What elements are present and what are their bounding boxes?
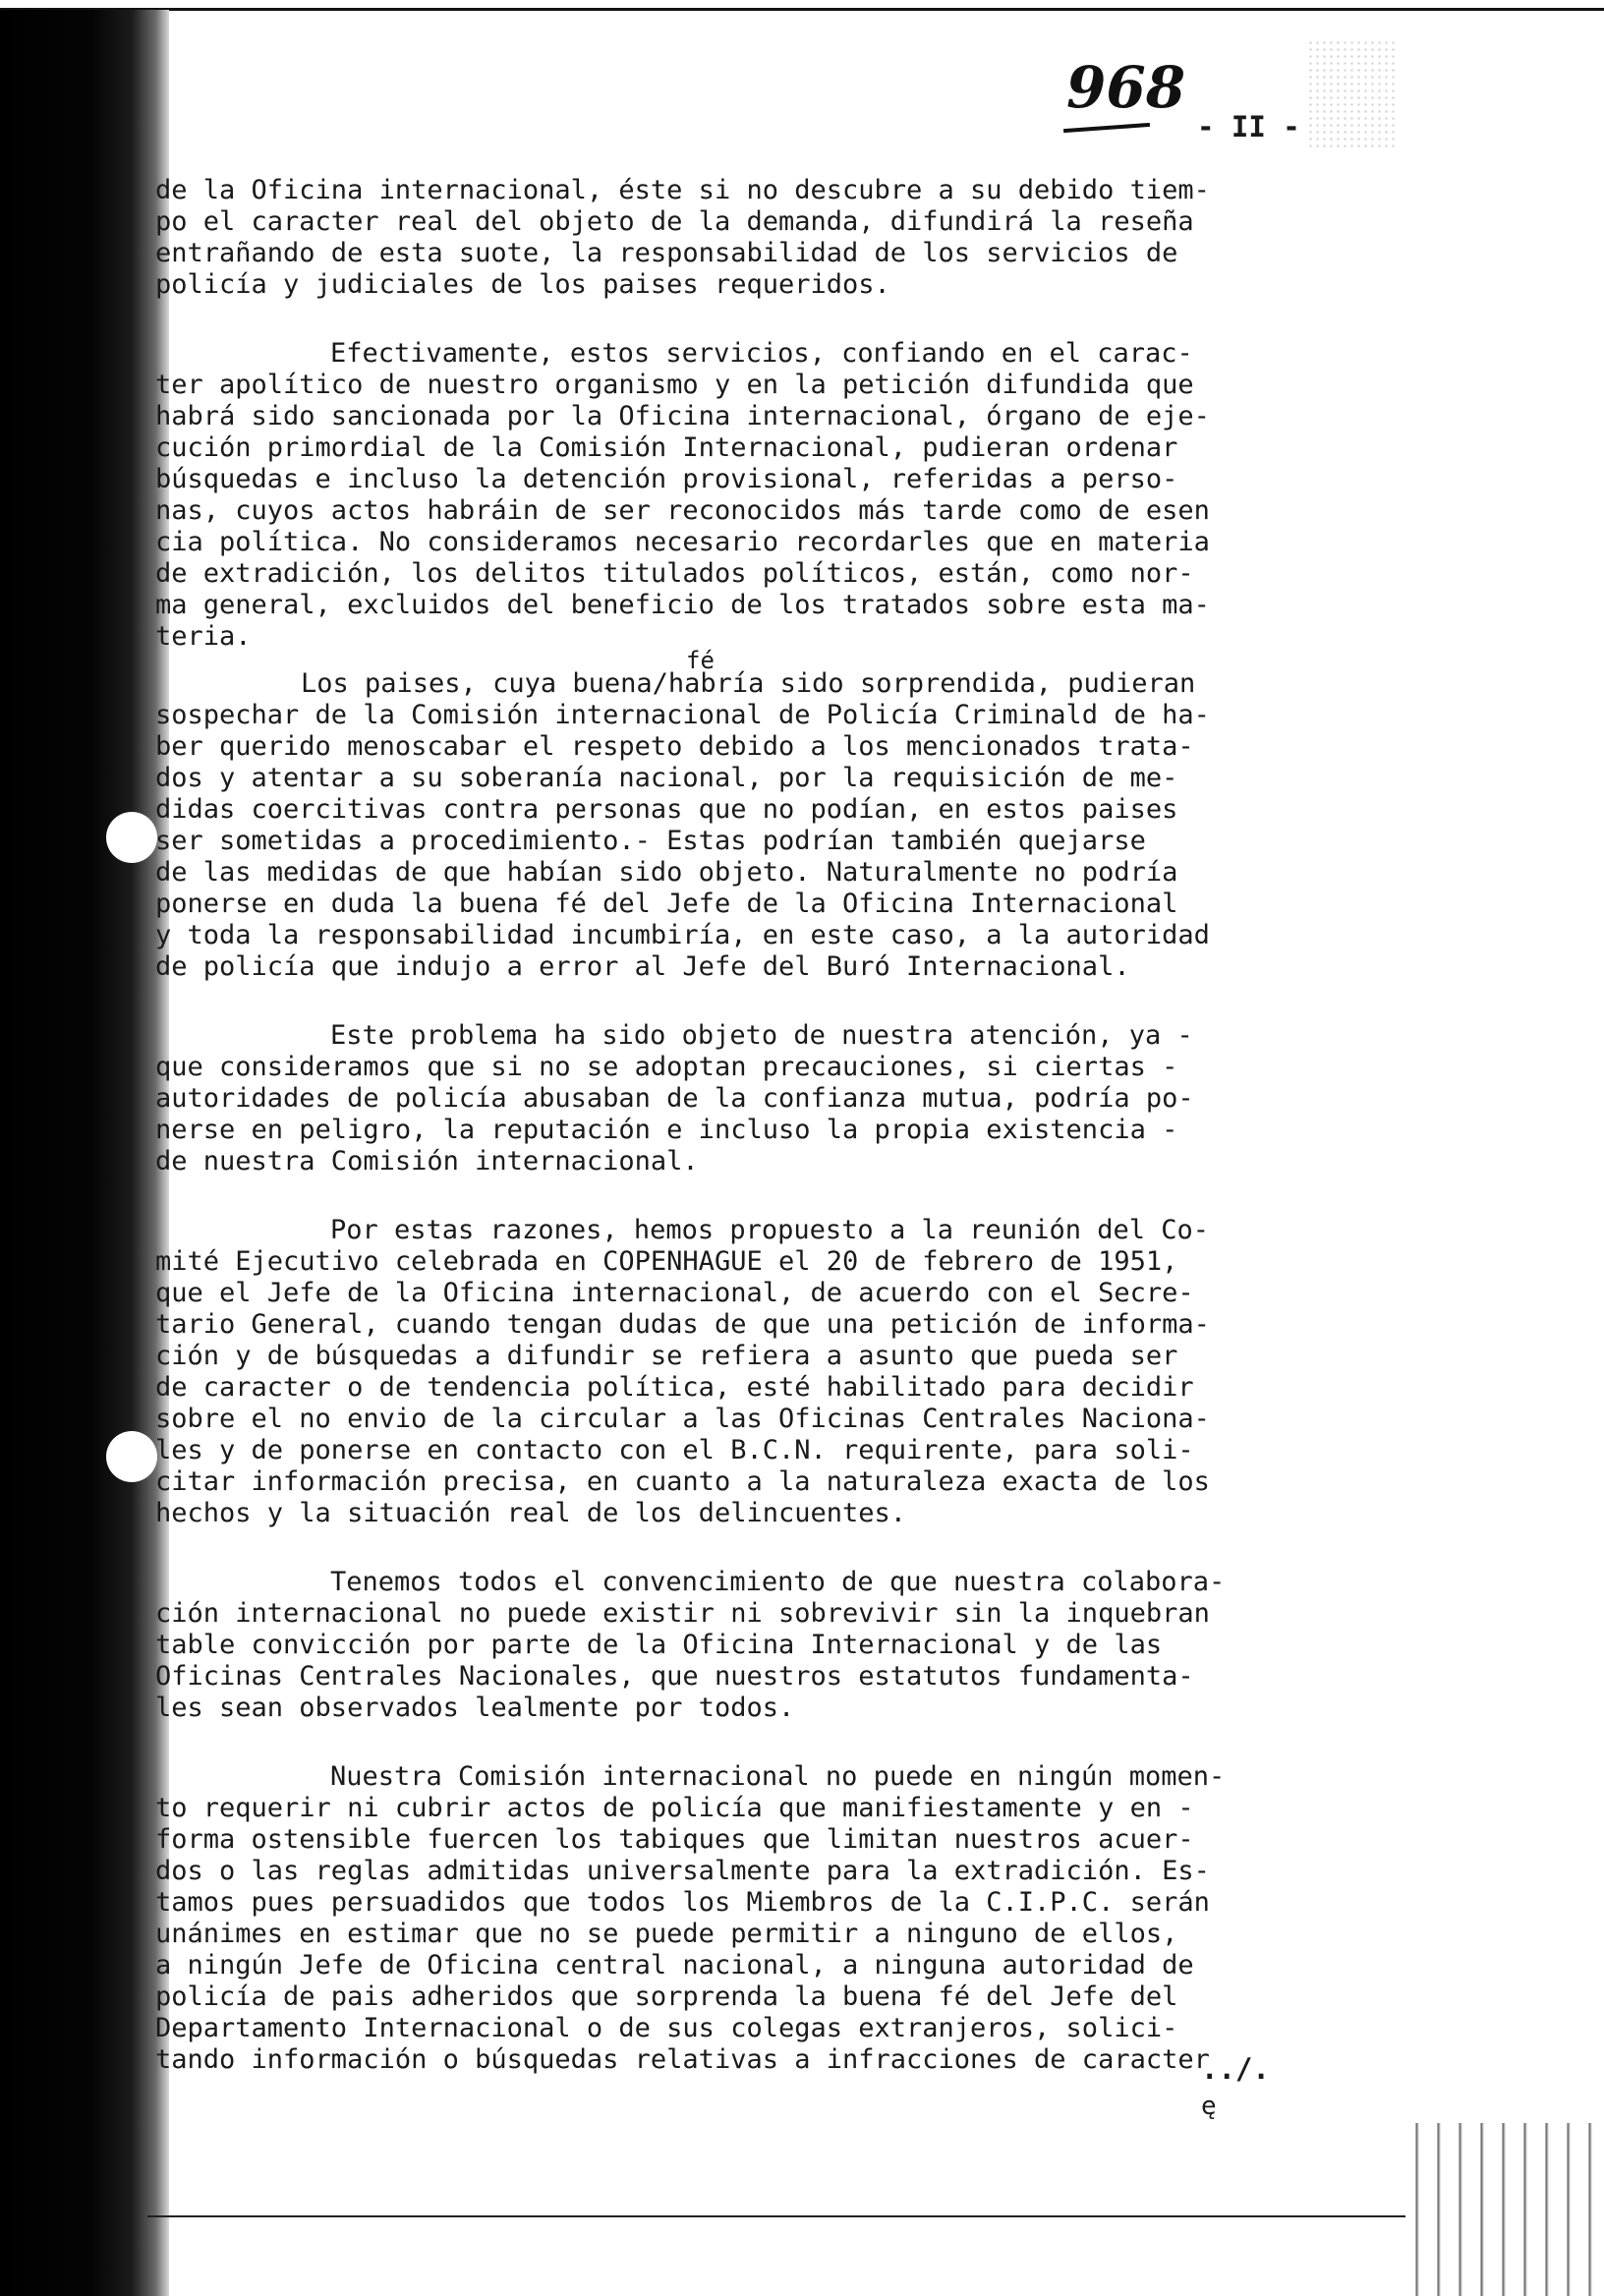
text-line: autoridades de policía abusaban de la confianza mutua, podría po- bbox=[155, 1083, 1194, 1114]
text-line: ter apolítico de nuestro organismo y en la petición difundida que bbox=[155, 370, 1194, 400]
text-line: Departamento Internacional o de sus colegas extranjeros, solici- bbox=[155, 2013, 1178, 2043]
text-line: Este problema ha sido objeto de nuestra atención, ya - bbox=[330, 1020, 1193, 1051]
text-line: que el Jefe de la Oficina internacional, de acuerdo con el Secre- bbox=[155, 1278, 1194, 1308]
paragraph-5 bbox=[155, 1215, 1396, 1529]
text-line: a ningún Jefe de Oficina central nacional, a ninguna autoridad de bbox=[155, 1950, 1194, 1980]
text-line: to requerir ni cubrir actos de policía que manifiestamente y en - bbox=[155, 1793, 1194, 1823]
top-edge-line bbox=[0, 8, 1604, 11]
paragraph-4 bbox=[155, 1020, 1396, 1177]
bottom-edge-line bbox=[147, 2215, 1405, 2217]
text-line: de la Oficina internacional, éste si no descubre a su debido tiem- bbox=[155, 175, 1210, 205]
text-line: tamos pues persuadidos que todos los Miembros de la C.I.P.C. serán bbox=[155, 1887, 1210, 1918]
scan-edge-artifact bbox=[1405, 2123, 1604, 2296]
handwritten-folio-number: 968 bbox=[1066, 54, 1186, 121]
text-line: hechos y la situación real de los delincuentes. bbox=[155, 1498, 907, 1528]
punch-hole-upper bbox=[106, 812, 157, 863]
text-line: Los paises, cuya buena/habría sido sorprendida, pudieran bbox=[301, 668, 1196, 699]
bottom-mark: ę bbox=[1201, 2092, 1217, 2121]
text-line: búsquedas e incluso la detención provisional, referidas a perso- bbox=[155, 464, 1178, 494]
text-line: ción y de búsquedas a difundir se refiera a asunto que pueda ser bbox=[155, 1341, 1178, 1371]
text-line: nas, cuyos actos habráin de ser reconocidos más tarde como de esen bbox=[155, 495, 1210, 526]
text-line: sospechar de la Comisión internacional de Policía Criminald de ha- bbox=[155, 700, 1210, 730]
text-line: mité Ejecutivo celebrada en COPENHAGUE el 20 de febrero de 1951, bbox=[155, 1246, 1178, 1277]
paragraph-7 bbox=[155, 1761, 1396, 2076]
text-line: cia política. No consideramos necesario recordarles que en materia bbox=[155, 527, 1210, 557]
document-body bbox=[155, 175, 1396, 2113]
text-line: Nuestra Comisión internacional no puede en ningún momen- bbox=[330, 1761, 1226, 1792]
text-line: les sean observados lealmente por todos. bbox=[155, 1693, 795, 1723]
text-line: citar información precisa, en cuanto a la naturaleza exacta de los bbox=[155, 1466, 1210, 1497]
text-line: nerse en peligro, la reputación e incluso la propia existencia - bbox=[155, 1115, 1178, 1145]
text-line: didas coercitivas contra personas que no podían, en estos paises bbox=[155, 794, 1178, 825]
text-line: Oficinas Centrales Nacionales, que nuestros estatutos fundamenta- bbox=[155, 1661, 1194, 1692]
text-line: y toda la responsabilidad incumbiría, en este caso, a la autoridad bbox=[155, 920, 1210, 950]
scan-noise bbox=[1307, 39, 1396, 147]
text-line: Tenemos todos el convencimiento de que nuestra colabora- bbox=[330, 1567, 1226, 1597]
text-line: entrañando de esta suote, la responsabilidad de los servicios de bbox=[155, 238, 1178, 268]
text-line: teria. bbox=[155, 621, 252, 652]
continuation-mark: ../. bbox=[1201, 2052, 1270, 2086]
text-line: ber querido menoscabar el respeto debido a los mencionados trata- bbox=[155, 731, 1194, 762]
text-line: policía y judiciales de los paises requeridos. bbox=[155, 269, 890, 300]
punch-hole-lower bbox=[106, 1431, 157, 1482]
paragraph-1 bbox=[155, 175, 1396, 301]
text-line: tario General, cuando tengan dudas de que una petición de informa- bbox=[155, 1309, 1210, 1340]
text-line: table convicción por parte de la Oficina Internacional y de las bbox=[155, 1630, 1163, 1660]
text-line: policía de pais adheridos que sorprenda la buena fé del Jefe del bbox=[155, 1981, 1178, 2012]
text-line: de extradición, los delitos titulados políticos, están, como nor- bbox=[155, 558, 1194, 589]
text-line: ma general, excluidos del beneficio de los tratados sobre esta ma- bbox=[155, 590, 1210, 620]
text-line: Por estas razones, hemos propuesto a la reunión del Co- bbox=[330, 1215, 1210, 1245]
text-line: unánimes en estimar que no se puede permitir a ninguno de ellos, bbox=[155, 1919, 1178, 1949]
binding-shadow bbox=[0, 10, 169, 2296]
text-line: que consideramos que si no se adoptan precauciones, si ciertas - bbox=[155, 1052, 1178, 1082]
text-line: forma ostensible fuercen los tabiques que limitan nuestros acuer- bbox=[155, 1824, 1194, 1855]
text-line: habrá sido sancionada por la Oficina internacional, órgano de eje- bbox=[155, 401, 1210, 431]
text-line: dos y atentar a su soberanía nacional, por la requisición de me- bbox=[155, 763, 1178, 793]
paragraph-3 bbox=[155, 647, 1396, 983]
paragraph-6 bbox=[155, 1567, 1396, 1724]
text-line: de las medidas de que habían sido objeto. Naturalmente no podría bbox=[155, 857, 1178, 888]
text-line: ponerse en duda la buena fé del Jefe de la Oficina Internacional bbox=[155, 889, 1178, 919]
text-line: tando información o búsquedas relativas a infracciones de caracter bbox=[155, 2044, 1210, 2075]
text-line: ción internacional no puede existir ni sobrevivir sin la inquebran bbox=[155, 1598, 1210, 1629]
text-line: po el caracter real del objeto de la demanda, difundirá la reseña bbox=[155, 206, 1194, 237]
text-line: dos o las reglas admitidas universalmente para la extradición. Es- bbox=[155, 1856, 1210, 1886]
text-line: cución primordial de la Comisión Internacional, pudieran ordenar bbox=[155, 432, 1178, 463]
text-line: de caracter o de tendencia política, esté habilitado para decidir bbox=[155, 1372, 1194, 1403]
handwritten-underline bbox=[1063, 123, 1150, 133]
paragraph-2 bbox=[155, 338, 1396, 653]
text-line: de nuestra Comisión internacional. bbox=[155, 1146, 699, 1177]
page-number: - II - bbox=[1197, 110, 1300, 144]
text-line: de policía que indujo a error al Jefe del Buró Internacional. bbox=[155, 951, 1130, 982]
handwritten-insertion: fé bbox=[686, 647, 715, 674]
text-line: Efectivamente, estos servicios, confiando en el carac- bbox=[330, 338, 1193, 369]
text-line: sobre el no envio de la circular a las Oficinas Centrales Naciona- bbox=[155, 1404, 1210, 1434]
text-line: les y de ponerse en contacto con el B.C.N. requirente, para soli- bbox=[155, 1435, 1194, 1465]
text-line: ser sometidas a procedimiento.- Estas podrían también quejarse bbox=[155, 826, 1146, 856]
